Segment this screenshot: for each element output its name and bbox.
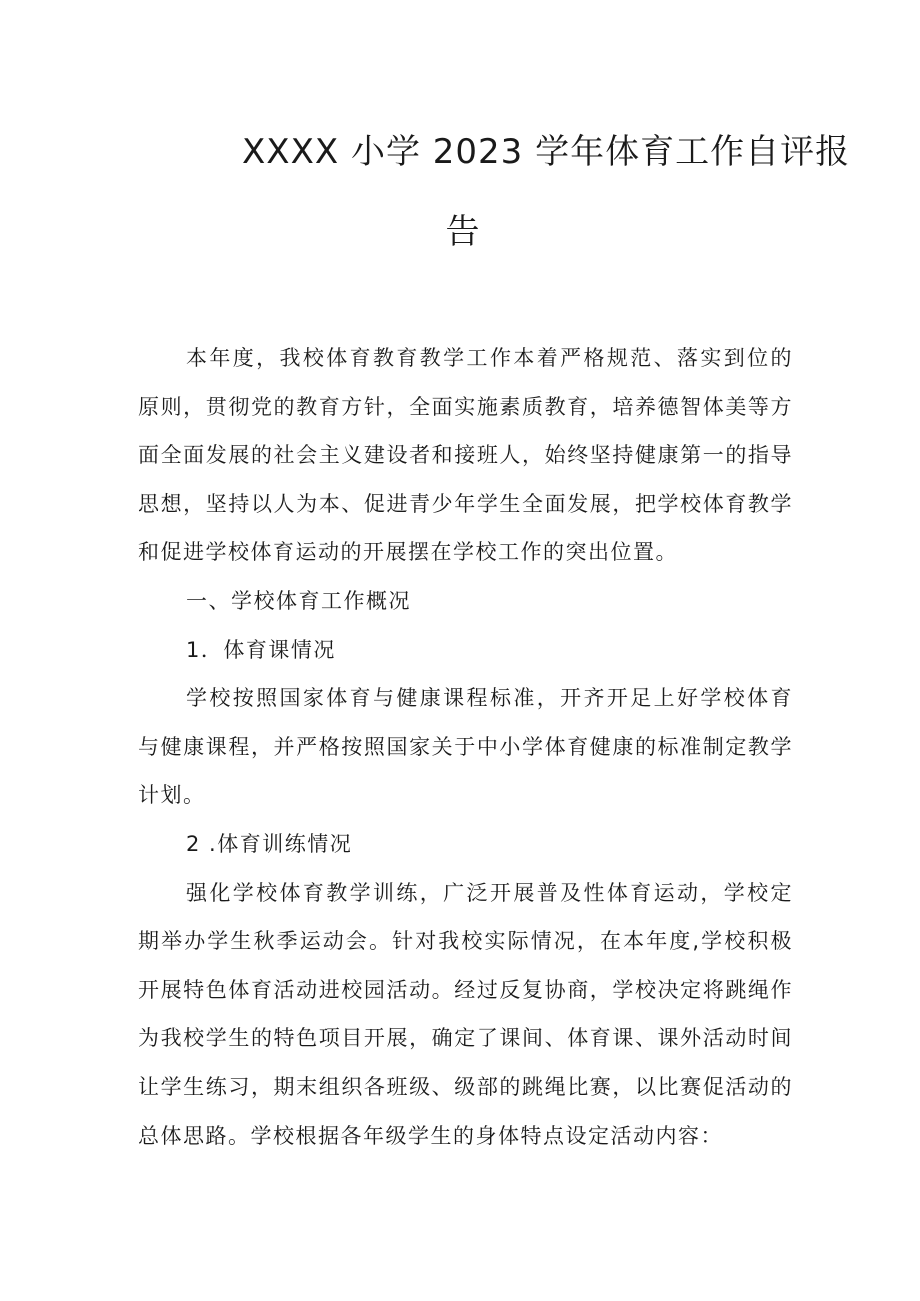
subsection-2-heading: 2 .体育训练情况 bbox=[186, 831, 353, 856]
document-title-line-1: XXXX 小学 2023 学年体育工作自评报 bbox=[242, 132, 851, 172]
subsection-2-paragraph: 强化学校体育教学训练，广泛开展普及性体育运动，学校定期举办学生秋季运动会。针对我校实际情况，在本年度,学校积极开展特色体育活动进校园活动。经过反复协商，学校决定将跳绳作为我校学生的特色项目开展，确定了课间、体育课、课外活动时间让学生练习，期末组织各班级、级部的跳绳比赛，以比赛促活动的总体思路。学校根据各年级学生的身体特点设定活动内容： bbox=[138, 880, 793, 1148]
document-body bbox=[138, 334, 793, 1160]
section-1-heading: 一、学校体育工作概况 bbox=[186, 588, 411, 613]
subsection-1-heading: 1．体育课情况 bbox=[186, 637, 336, 662]
subsection-1-paragraph: 学校按照国家体育与健康课程标准，开齐开足上好学校体育与健康课程，并严格按照国家关于中小学体育健康的标准制定教学计划。 bbox=[138, 686, 793, 808]
document-title-line-2: 告 bbox=[445, 212, 481, 252]
intro-paragraph: 本年度，我校体育教育教学工作本着严格规范、落实到位的原则，贯彻党的教育方针，全面实施素质教育，培养德智体美等方面全面发展的社会主义建设者和接班人，始终坚持健康第一的指导思想，坚持以人为本、促进青少年学生全面发展，把学校体育教学和促进学校体育运动的开展摆在学校工作的突出位置。 bbox=[138, 346, 793, 565]
